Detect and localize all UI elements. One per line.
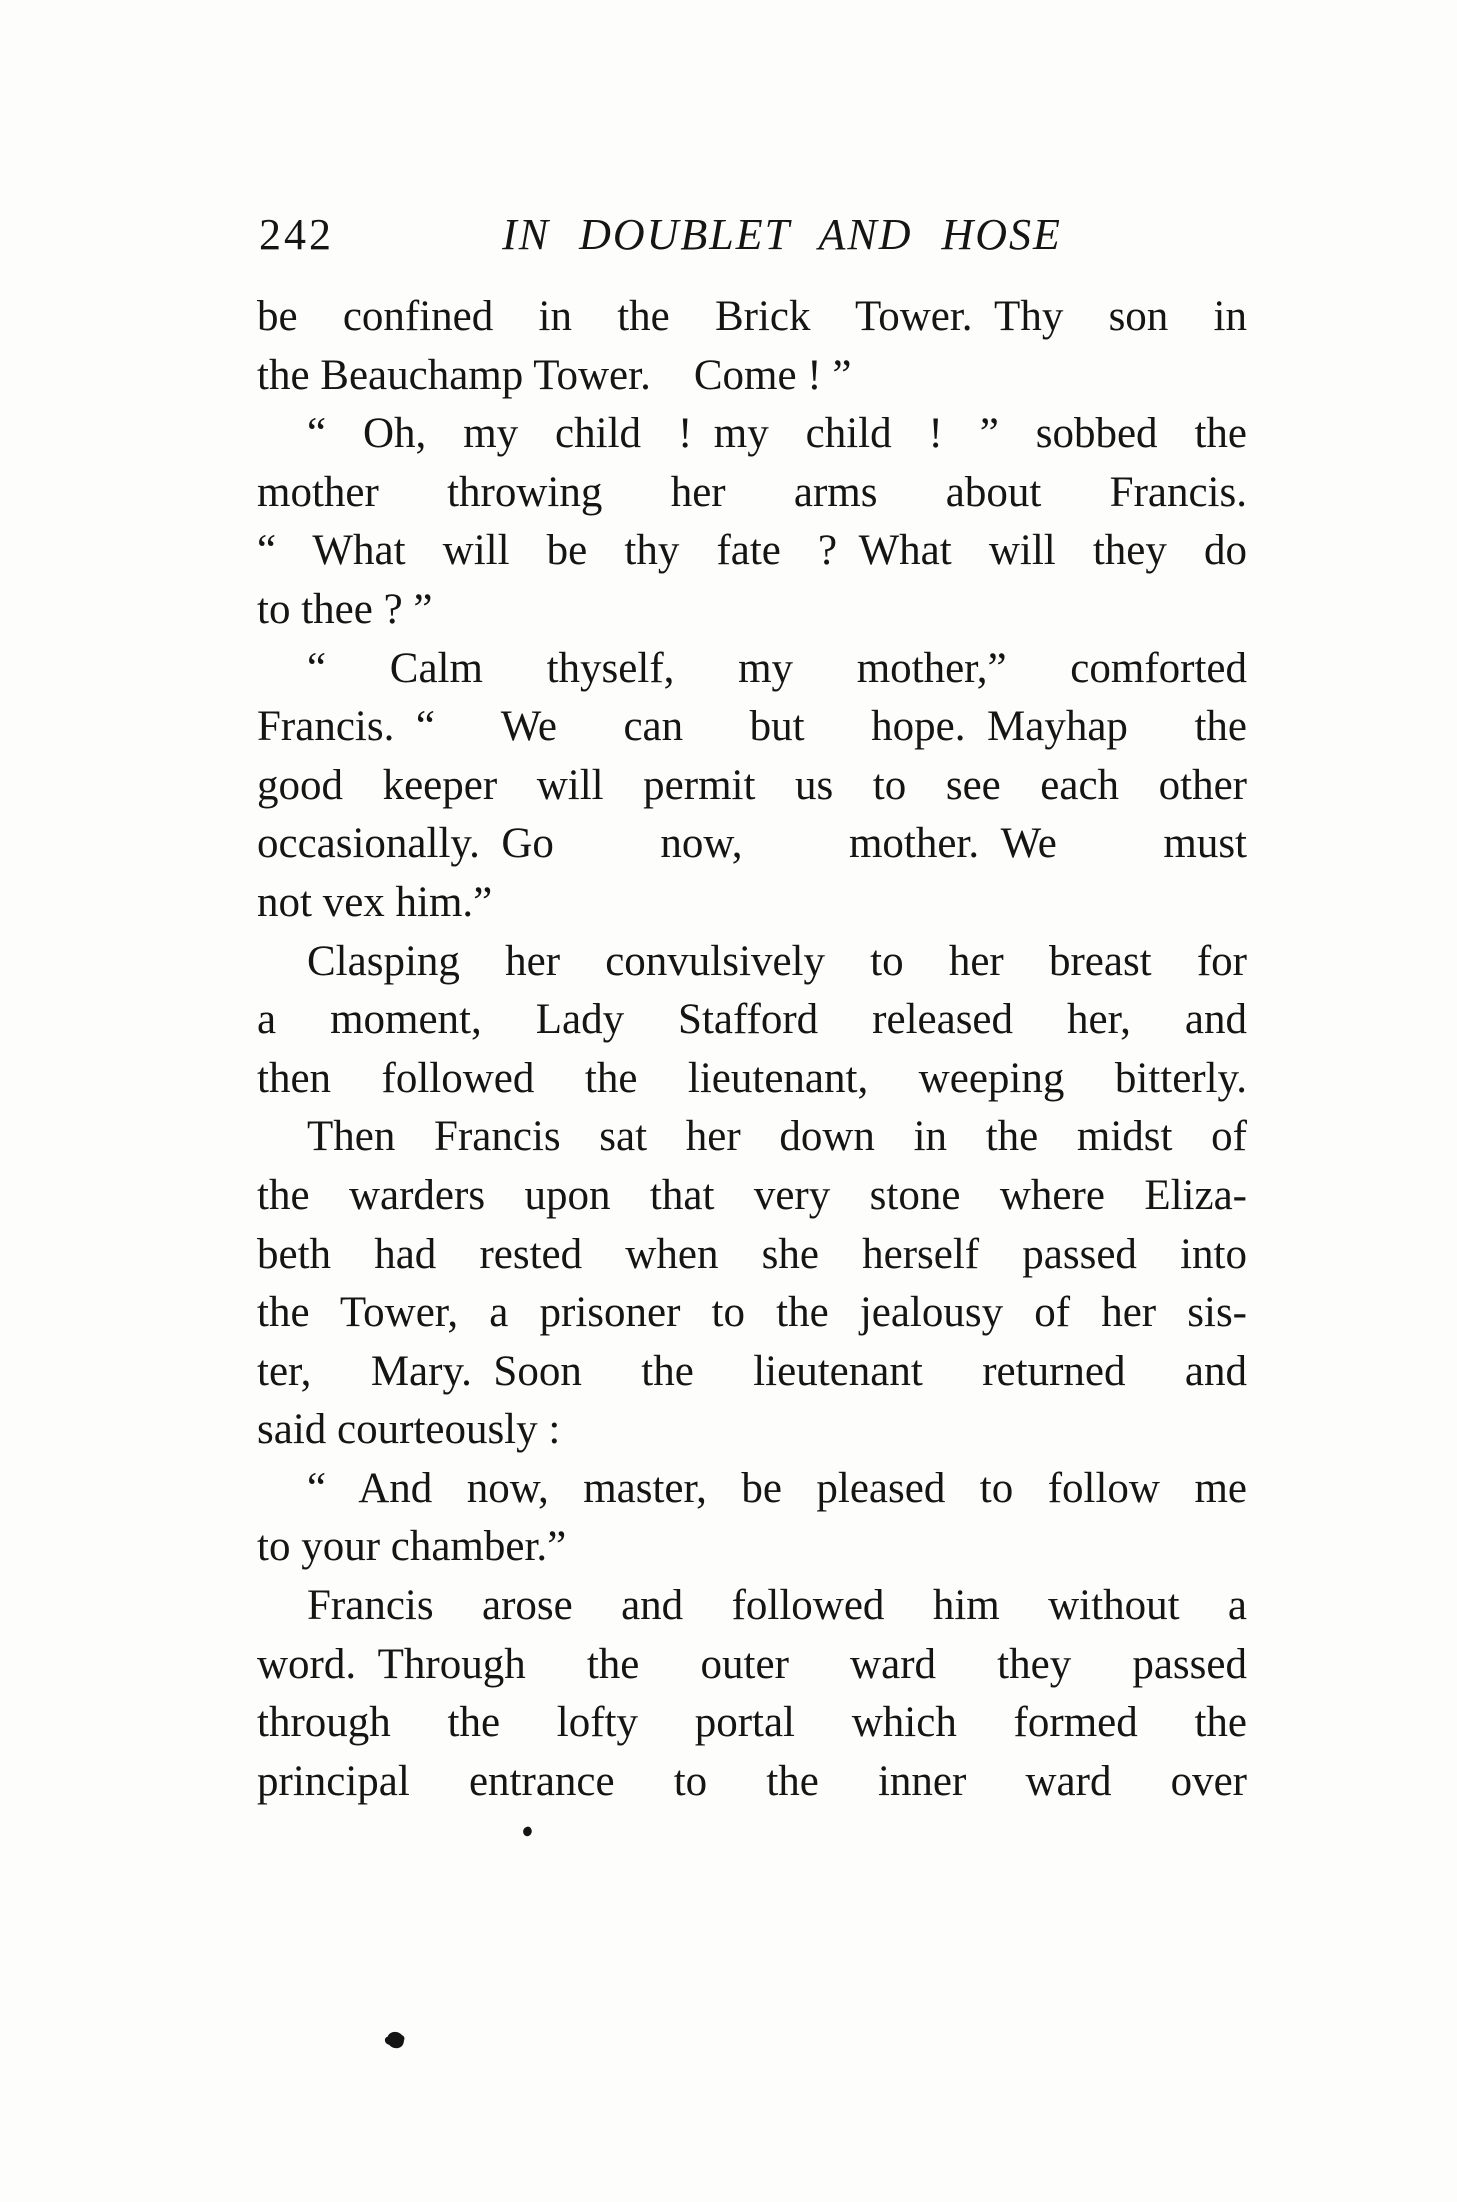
text-line: beth had rested when she herself passed into	[257, 1230, 1247, 1278]
text-line: “ Oh, my child ! my child ! ” sobbed the	[307, 410, 1247, 458]
ink-speck	[521, 1825, 533, 1837]
text-line: Clasping her convulsively to her breast for	[307, 937, 1247, 985]
text-line: good keeper will permit us to see each other	[257, 761, 1247, 809]
page-number: 242	[259, 210, 334, 259]
text-line: be confined in the Brick Tower. Thy son in	[257, 293, 1247, 340]
text-line: the Tower, a prisoner to the jealousy of her sis-	[257, 1289, 1247, 1337]
text-line: Then Francis sat her down in the midst of	[307, 1113, 1247, 1161]
text-line: to thee ? ”	[257, 585, 433, 633]
text-line: principal entrance to the inner ward over	[257, 1757, 1247, 1805]
text-line: through the lofty portal which formed the	[257, 1699, 1247, 1747]
text-line: Francis arose and followed him without a	[307, 1582, 1247, 1630]
text-line: “ And now, master, be pleased to follow me	[307, 1464, 1247, 1512]
text-line: word. Through the outer ward they passed	[257, 1640, 1247, 1688]
text-line: then followed the lieutenant, weeping bitterly.	[257, 1054, 1247, 1102]
text-line: “ What will be thy fate ? What will they do	[257, 527, 1247, 575]
text-line: the warders upon that very stone where Eliza-	[257, 1171, 1247, 1219]
text-line: ter, Mary. Soon the lieutenant returned and	[257, 1347, 1247, 1395]
text-line: occasionally. Go now, mother. We must	[257, 820, 1247, 868]
text-block	[257, 288, 1247, 1811]
running-title: IN DOUBLET AND HOSE	[502, 210, 1062, 259]
text-line: said courteously :	[257, 1406, 561, 1454]
text-line: the Beauchamp Tower. Come ! ”	[257, 351, 852, 399]
text-line: mother throwing her arms about Francis.	[257, 468, 1247, 516]
text-line: to your chamber.”	[257, 1523, 567, 1571]
text-line: not vex him.”	[257, 878, 493, 926]
ink-blot	[386, 2030, 406, 2049]
running-head	[257, 205, 1247, 265]
text-line: “ Calm thyself, my mother,” comforted	[307, 644, 1247, 692]
text-line: Francis. “ We can but hope. Mayhap the	[257, 703, 1247, 751]
text-line: a moment, Lady Stafford released her, and	[257, 996, 1247, 1044]
